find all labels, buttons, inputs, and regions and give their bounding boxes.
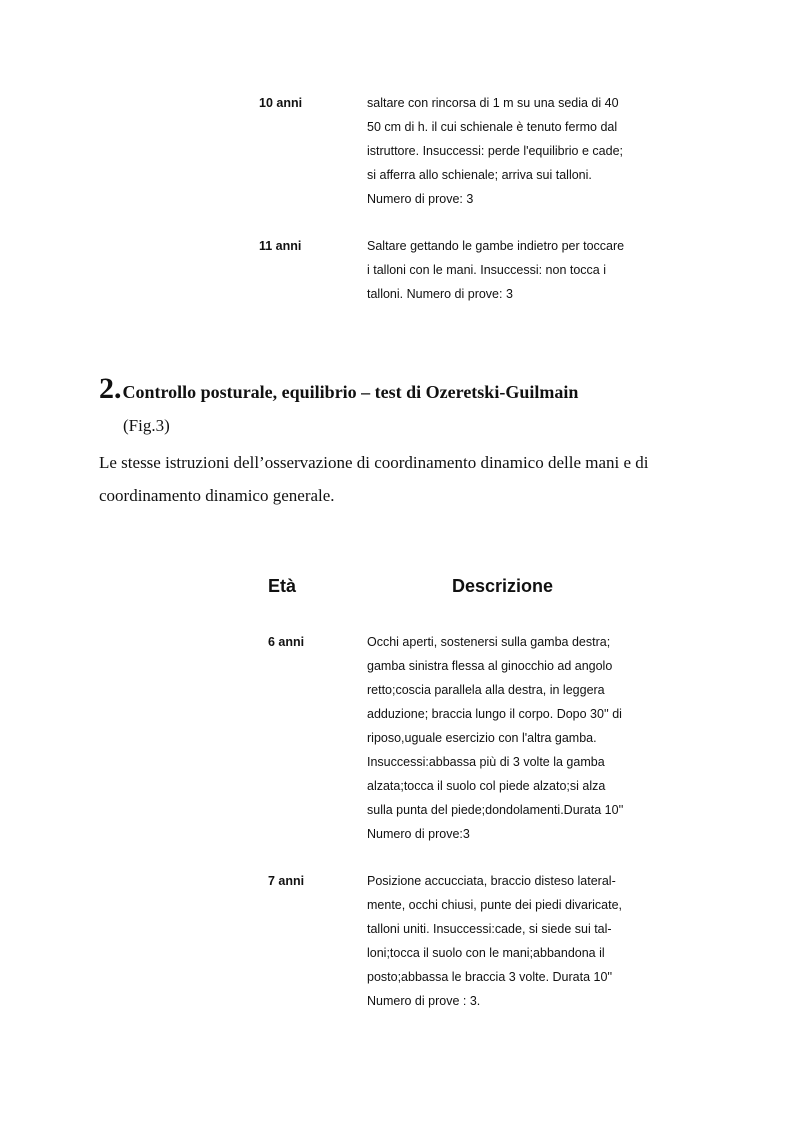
description-line: saltare con rincorsa di 1 m su una sedia di 40	[367, 96, 619, 110]
description-line: gamba sinistra flessa al ginocchio ad angolo	[367, 659, 613, 673]
description	[367, 630, 657, 846]
description-line: Insuccessi:abbassa più di 3 volte la gamba	[367, 755, 605, 769]
description-line: alzata;tocca il suolo col piede alzato;si alza	[367, 779, 606, 793]
description-line: posto;abbassa le braccia 3 volte. Durata 10''	[367, 970, 613, 984]
description-line: Numero di prove : 3.	[367, 994, 481, 1008]
description-line: si afferra allo schienale; arriva sui talloni.	[367, 168, 592, 182]
paragraph-line: coordinamento dinamico generale.	[99, 486, 335, 505]
description-line: sulla punta del piede;dondolamenti.Durata 10''	[367, 803, 624, 817]
description	[367, 869, 657, 1013]
description	[367, 91, 657, 211]
description-line: loni;tocca il suolo con le mani;abbandona il	[367, 946, 605, 960]
section-title: Controllo posturale, equilibrio – test di Ozeretski-Guilmain	[122, 382, 579, 402]
description-line: Saltare gettando le gambe indietro per toccare	[367, 239, 625, 253]
figure-reference: (Fig.3)	[123, 416, 170, 435]
paragraph-line: Le stesse istruzioni dell’osservazione di coordinamento dinamico delle mani e di	[99, 453, 649, 472]
section-paragraph	[99, 446, 739, 512]
description-line: talloni uniti. Insuccessi:cade, si siede sui tal-	[367, 922, 612, 936]
description-line: istruttore. Insuccessi: perde l'equilibrio e cade;	[367, 144, 623, 158]
description-line: talloni. Numero di prove: 3	[367, 287, 513, 301]
description-line: Occhi aperti, sostenersi sulla gamba destra;	[367, 635, 611, 649]
description-line: Numero di prove: 3	[367, 192, 474, 206]
age-label: 10 anni	[259, 96, 303, 110]
description-line: i talloni con le mani. Insuccessi: non tocca i	[367, 263, 607, 277]
table-header-age: Età	[268, 576, 297, 596]
section-number: 2.	[99, 372, 122, 405]
description-line: mente, occhi chiusi, punte dei piedi divaricate,	[367, 898, 623, 912]
section-heading	[99, 372, 578, 406]
description	[367, 234, 657, 306]
description-line: retto;coscia parallela alla destra, in leggera	[367, 683, 605, 697]
age-label: 11 anni	[259, 239, 302, 253]
table-header-description: Descrizione	[452, 576, 554, 596]
description-line: adduzione; braccia lungo il corpo. Dopo 30'' di	[367, 707, 622, 721]
description-line: riposo,uguale esercizio con l'altra gamba.	[367, 731, 597, 745]
age-label: 6 anni	[268, 635, 305, 649]
description-line: 50 cm di h. il cui schienale è tenuto fermo dal	[367, 120, 618, 134]
age-label: 7 anni	[268, 874, 305, 888]
description-line: Posizione accucciata, braccio disteso lateral-	[367, 874, 616, 888]
description-line: Numero di prove:3	[367, 827, 470, 841]
